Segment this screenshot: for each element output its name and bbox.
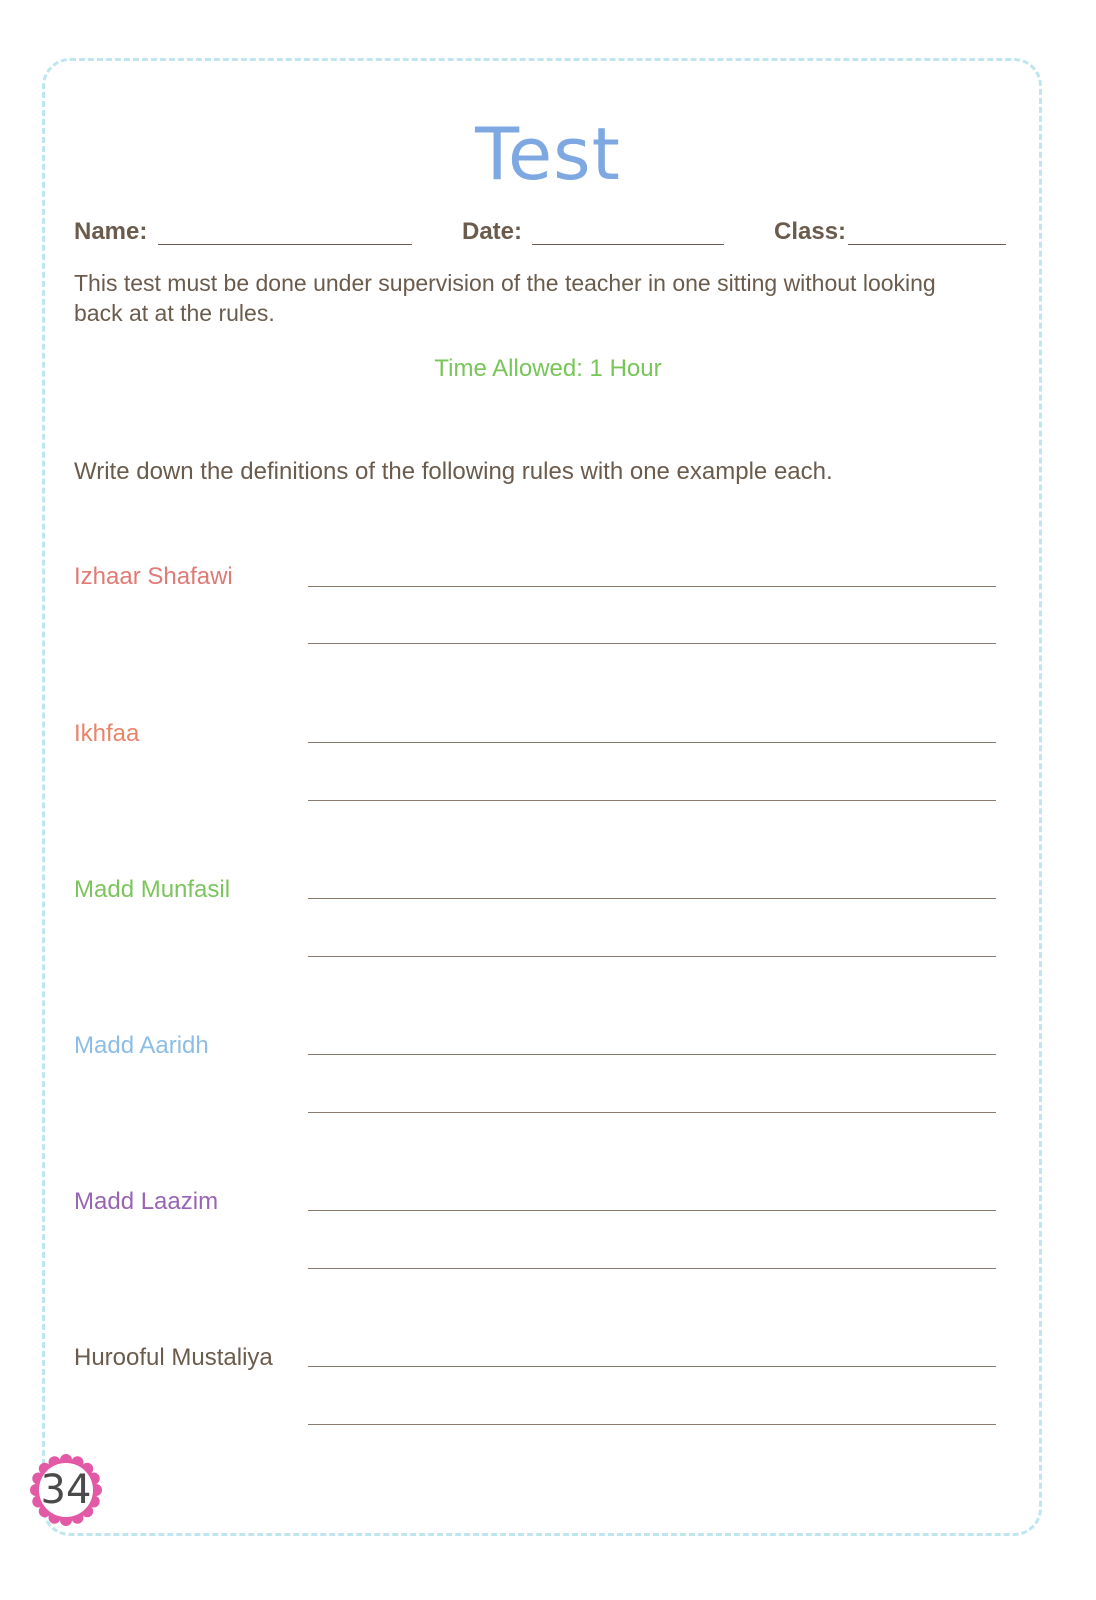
answer-line[interactable] <box>308 1112 996 1113</box>
answer-line[interactable] <box>308 1366 996 1367</box>
time-allowed: Time Allowed: 1 Hour <box>434 355 662 382</box>
class-field[interactable] <box>848 244 1006 245</box>
answer-line[interactable] <box>308 898 996 899</box>
rule-label-ikhfaa: Ikhfaa <box>74 720 140 747</box>
class-label: Class: <box>774 218 847 245</box>
answer-line[interactable] <box>308 643 996 644</box>
date-field[interactable] <box>532 244 724 245</box>
answer-line[interactable] <box>308 1210 996 1211</box>
answer-line[interactable] <box>308 586 996 587</box>
question-prompt: Write down the definitions of the following rules with one example each. <box>74 458 833 485</box>
answer-line[interactable] <box>308 800 996 801</box>
answer-line[interactable] <box>308 742 996 743</box>
page-number: 34 <box>40 1467 92 1513</box>
answer-line[interactable] <box>308 1424 996 1425</box>
answer-line[interactable] <box>308 1054 996 1055</box>
rule-label-madd-laazim: Madd Laazim <box>74 1188 219 1215</box>
instructions-text: This test must be done under supervision of the teacher in one sitting without looking back at at the rules. <box>74 270 936 326</box>
name-field[interactable] <box>158 244 412 245</box>
rule-label-hurooful-mustaliya: Hurooful Mustaliya <box>74 1344 273 1371</box>
answer-line[interactable] <box>308 1268 996 1269</box>
rule-label-izhaar-shafawi: Izhaar Shafawi <box>74 563 233 590</box>
rule-label-madd-aaridh: Madd Aaridh <box>74 1032 209 1059</box>
date-label: Date: <box>462 218 523 245</box>
answer-line[interactable] <box>308 956 996 957</box>
name-label: Name: <box>74 218 148 245</box>
rule-label-madd-munfasil: Madd Munfasil <box>74 876 231 903</box>
page-title: Test <box>475 112 621 196</box>
